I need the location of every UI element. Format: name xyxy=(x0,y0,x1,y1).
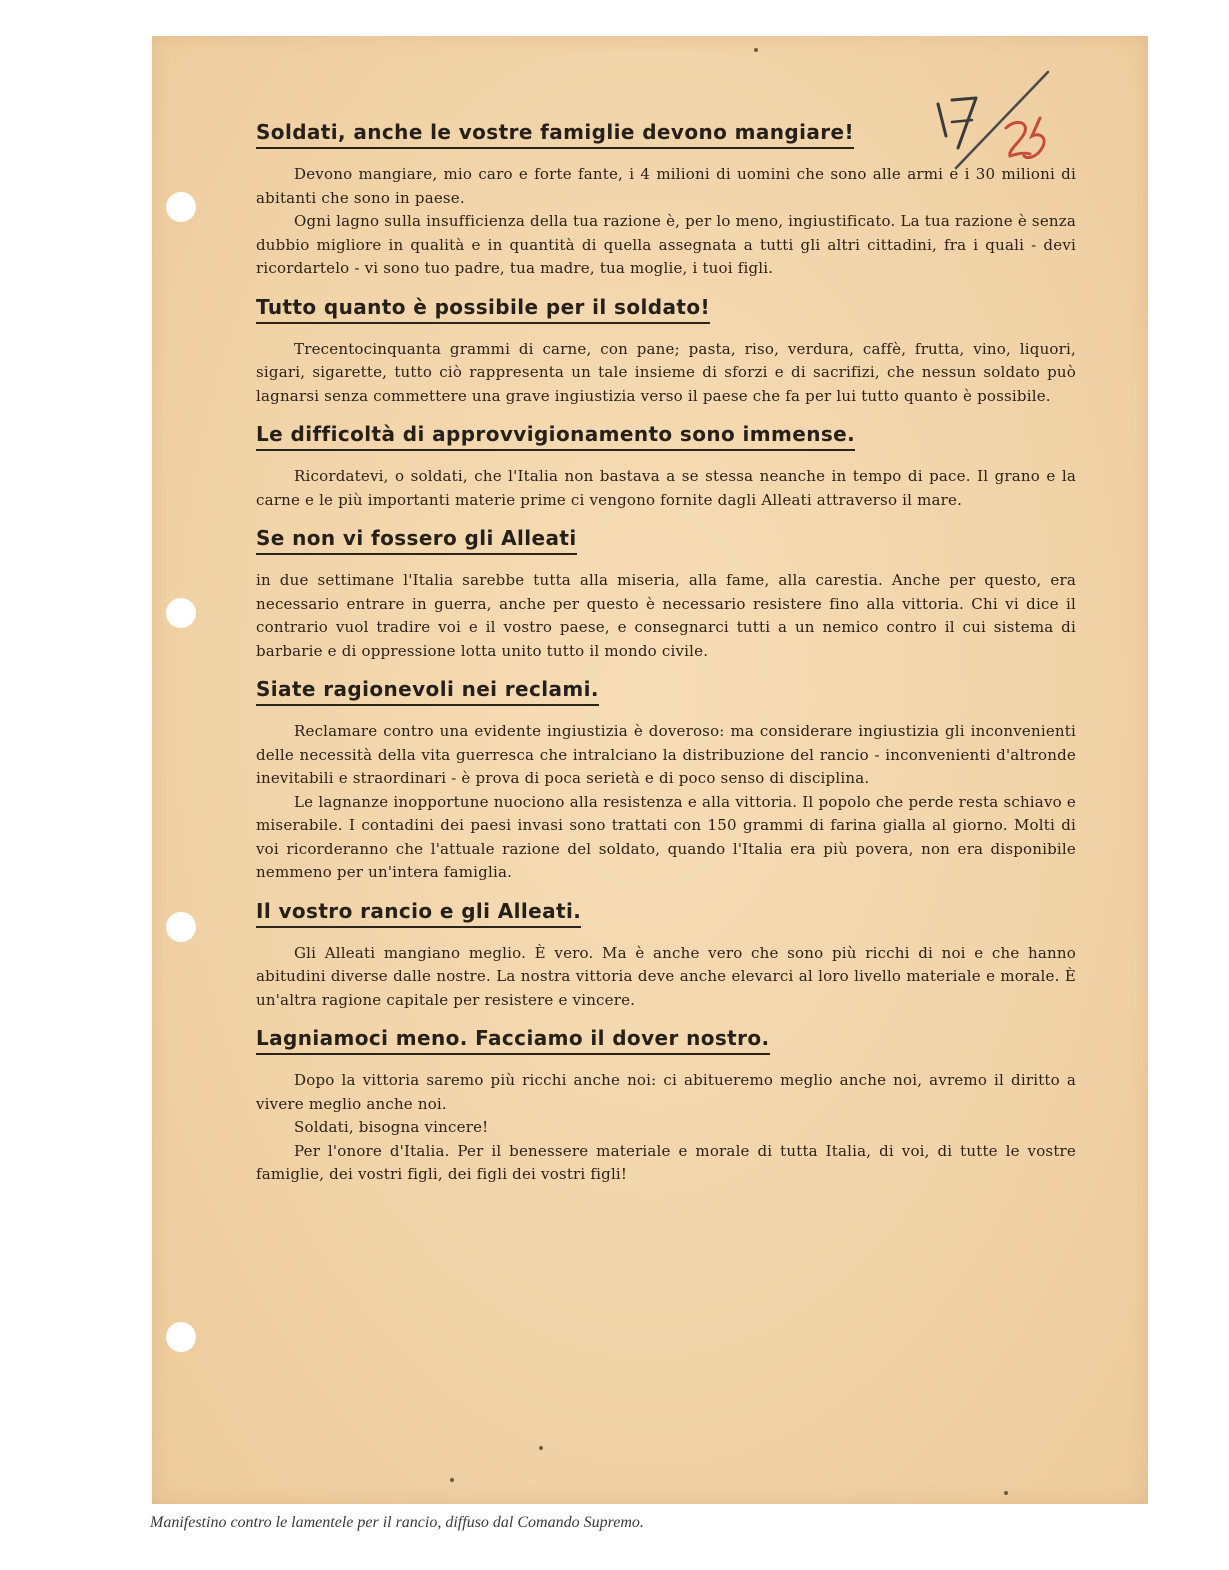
section xyxy=(256,1026,1076,1187)
section xyxy=(256,295,1076,409)
paragraph: Gli Alleati mangiano meglio. È vero. Ma è anche vero che sono più ricchi di noi e che hanno abitudini diverse dalle nostre. La nostra vittoria deve anche elevarci al loro livello materiale e morale. È un'altra ragione capitale per resistere e vincere. xyxy=(256,943,1076,1009)
paragraph: Ricordatevi, o soldati, che l'Italia non bastava a se stessa neanche in tempo di pace. Il grano e la carne e le più importanti materie prime ci vengono fornite dagli Alleati attraverso il mare. xyxy=(256,467,1076,509)
section-heading: Se non vi fossero gli Alleati xyxy=(256,526,577,555)
paper-speck xyxy=(539,1446,543,1450)
punch-hole xyxy=(166,192,196,222)
section-heading: Le difficoltà di approvvigionamento sono immense. xyxy=(256,422,855,451)
punch-hole xyxy=(166,598,196,628)
section-heading: Lagniamoci meno. Facciamo il dover nostro. xyxy=(256,1026,770,1055)
section-heading: Tutto quanto è possibile per il soldato! xyxy=(256,295,710,324)
paragraph: Dopo la vittoria saremo più ricchi anche noi: ci abitueremo meglio anche noi, avremo il diritto a vivere meglio anche noi. xyxy=(256,1071,1076,1113)
paper-speck xyxy=(1004,1491,1008,1495)
paragraph: Ogni lagno sulla insufficienza della tua razione è, per lo meno, ingiustificato. La tua razione è senza dubbio migliore in qualità e in quantità di quella assegnata a tutti gli altri cittadini, fra i quali - devi ricordartelo - vi sono tuo padre, tua madre, tua moglie, i tuoi figli. xyxy=(256,212,1076,277)
section xyxy=(256,899,1076,1013)
section xyxy=(256,422,1076,512)
section xyxy=(256,677,1076,885)
paragraph: Trecentocinquanta grammi di carne, con pane; pasta, riso, verdura, caffè, frutta, vino, liquori, sigari, sigarette, tutto ciò rappresenta un tale insieme di sforzi e di sacrifizi, che nessun soldato può lagnarsi senza commettere una grave ingiustizia verso il paese che fa per lui tutto quanto è possibile. xyxy=(256,339,1076,405)
document-body xyxy=(256,120,1076,1201)
paragraph: Soldati, bisogna vincere! xyxy=(294,1118,489,1136)
punch-hole xyxy=(166,1322,196,1352)
document-page xyxy=(152,36,1148,1504)
section-heading: Siate ragionevoli nei reclami. xyxy=(256,677,599,706)
paper-speck xyxy=(450,1478,454,1482)
section xyxy=(256,120,1076,281)
section-heading: Soldati, anche le vostre famiglie devono mangiare! xyxy=(256,120,854,149)
paragraph: Per l'onore d'Italia. Per il benessere materiale e morale di tutta Italia, di voi, di tutte le vostre famiglie, dei vostri figli, dei figli dei vostri figli! xyxy=(256,1141,1076,1183)
section xyxy=(256,526,1076,663)
section-heading: Il vostro rancio e gli Alleati. xyxy=(256,899,581,928)
paragraph: Devono mangiare, mio caro e forte fante, i 4 milioni di uomini che sono alle armi e i 30 milioni di abitanti che sono in paese. xyxy=(256,165,1076,207)
paragraph: in due settimane l'Italia sarebbe tutta alla miseria, alla fame, alla carestia. Anche per questo, era necessario entrare in guerra, anche per questo è necessario resistere fino alla vittoria. Chi vi dice il contrario vuol tradire voi e il vostro paese, e consegnarci tutti a un nemico contro il cui sistema di barbarie e di oppressione lotta unito tutto il mondo civile. xyxy=(256,571,1076,660)
paragraph: Reclamare contro una evidente ingiustizia è doveroso: ma considerare ingiustizia gli inconvenienti delle necessità della vita guerresca che intralciano la distribuzione del rancio - inconvenienti d'altronde inevitabili e straordinari - è prova di poca serietà e di poco senso di disciplina. xyxy=(256,722,1076,787)
paper-speck xyxy=(754,48,758,52)
punch-hole xyxy=(166,912,196,942)
paragraph: Le lagnanze inopportune nuociono alla resistenza e alla vittoria. Il popolo che perde resta schiavo e miserabile. I contadini dei paesi invasi sono trattati con 150 grammi di farina gialla al giorno. Molti di voi ricorderanno che l'attuale razione del soldato, quando l'Italia era più povera, non era disponibile nemmeno per un'intera famiglia. xyxy=(256,792,1076,881)
figure-caption: Manifestino contro le lamentele per il rancio, diffuso dal Comando Supremo. xyxy=(150,1514,644,1531)
